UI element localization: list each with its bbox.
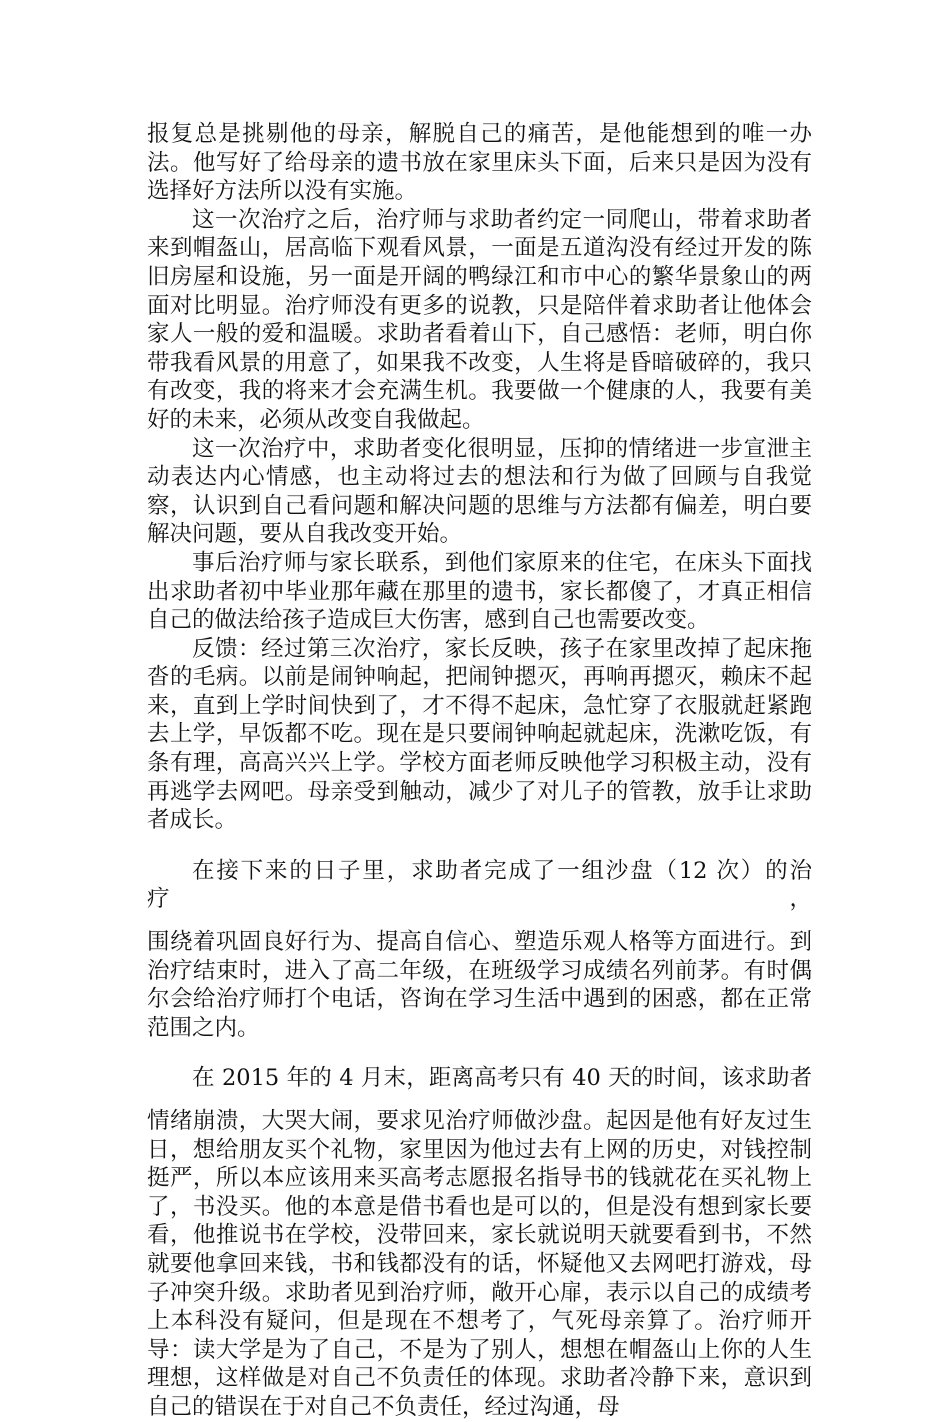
paragraph-3: 这一次治疗中，求助者变化很明显，压抑的情绪进一步宣泄主动表达内心情感，也主动将过去的想法和行为做了回顾与自我觉察，认识到自己看问题和解决问题的思维与方法都有偏差，明白要解决问题，要从自我改变开始。 bbox=[147, 435, 812, 548]
paragraph-5: 反馈：经过第三次治疗，家长反映，孩子在家里改掉了起床拖沓的毛病。以前是闹钟响起，把闹钟摁灭，再响再摁灭，赖床不起来，直到上学时间快到了，才不得不起床，急忙穿了衣服就赶紧跑去上学，早饭都不吃。现在是只要闹钟响起就起床，洗漱吃饭，有条有理，高高兴兴上学。学校方面老师反映他学习积极主动，没有再逃学去网吧。母亲受到触动，减少了对儿子的管教，放手让求助者成长。 bbox=[147, 635, 812, 834]
paragraph-7-body: 情绪崩溃，大哭大闹，要求见治疗师做沙盘。起因是他有好友过生日，想给朋友买个礼物，家里因为他过去有上网的历史，对钱控制挺严，所以本应该用来买高考志愿报名指导书的钱就花在买礼物上了，书没买。他的本意是借书看也是可以的，但是没有想到家长要看，他推说书在学校，没带回来，家长就说明天就要看到书，不然就要他拿回来钱，书和钱都没有的话，怀疑他又去网吧打游戏，母子冲突升级。求助者见到治疗师，敞开心扉，表示以自己的成绩考上本科没有疑问，但是现在不想考了，气死母亲算了。治疗师开导：读大学是为了自己，不是为了别人，想想在帽盔山上你的人生理想，这样做是对自己不负责任的体现。求助者冷静下来，意识到自己的错误在于对自己不负责任，经过沟通，母 bbox=[147, 1108, 812, 1420]
paragraph-6-body: 围绕着巩固良好行为、提高自信心、塑造乐观人格等方面进行。到治疗结束时，进入了高二年级，在班级学习成绩名列前茅。有时偶尔会给治疗师打个电话，咨询在学习生活中遇到的困惑，都在正常范围之内。 bbox=[147, 929, 812, 1041]
body-text bbox=[147, 120, 812, 1422]
paragraph-2: 这一次治疗之后，治疗师与求助者约定一同爬山，带着求助者来到帽盔山，居高临下观看风景，一面是五道沟没有经过开发的陈旧房屋和设施，另一面是开阔的鸭绿江和市中心的繁华景象山的两面对比明显。治疗师没有更多的说教，只是陪伴着求助者让他体会家人一般的爱和温暖。求助者看着山下，自己感悟：老师，明白你带我看风景的用意了，如果我不改变，人生将是昏暗破碎的，我只有改变，我的将来才会充满生机。我要做一个健康的人，我要有美好的未来，必须从改变自我做起。 bbox=[147, 206, 812, 433]
paragraph-4: 事后治疗师与家长联系，到他们家原来的住宅，在床头下面找出求助者初中毕业那年藏在那里的遗书，家长都傻了，才真正相信自己的做法给孩子造成巨大伤害，感到自己也需要改变。 bbox=[147, 549, 812, 634]
paragraph-7-lead: 在 2015 年的 4 月末，距离高考只有 40 天的时间，该求助者 bbox=[192, 1065, 812, 1092]
paragraph-6-lead: 在接下来的日子里，求助者完成了一组沙盘（12 次）的治疗， bbox=[147, 857, 812, 913]
paragraph-1: 报复总是挑剔他的母亲，解脱自己的痛苦，是他能想到的唯一办法。他写好了给母亲的遗书放在家里床头下面，后来只是因为没有选择好方法所以没有实施。 bbox=[147, 121, 812, 205]
